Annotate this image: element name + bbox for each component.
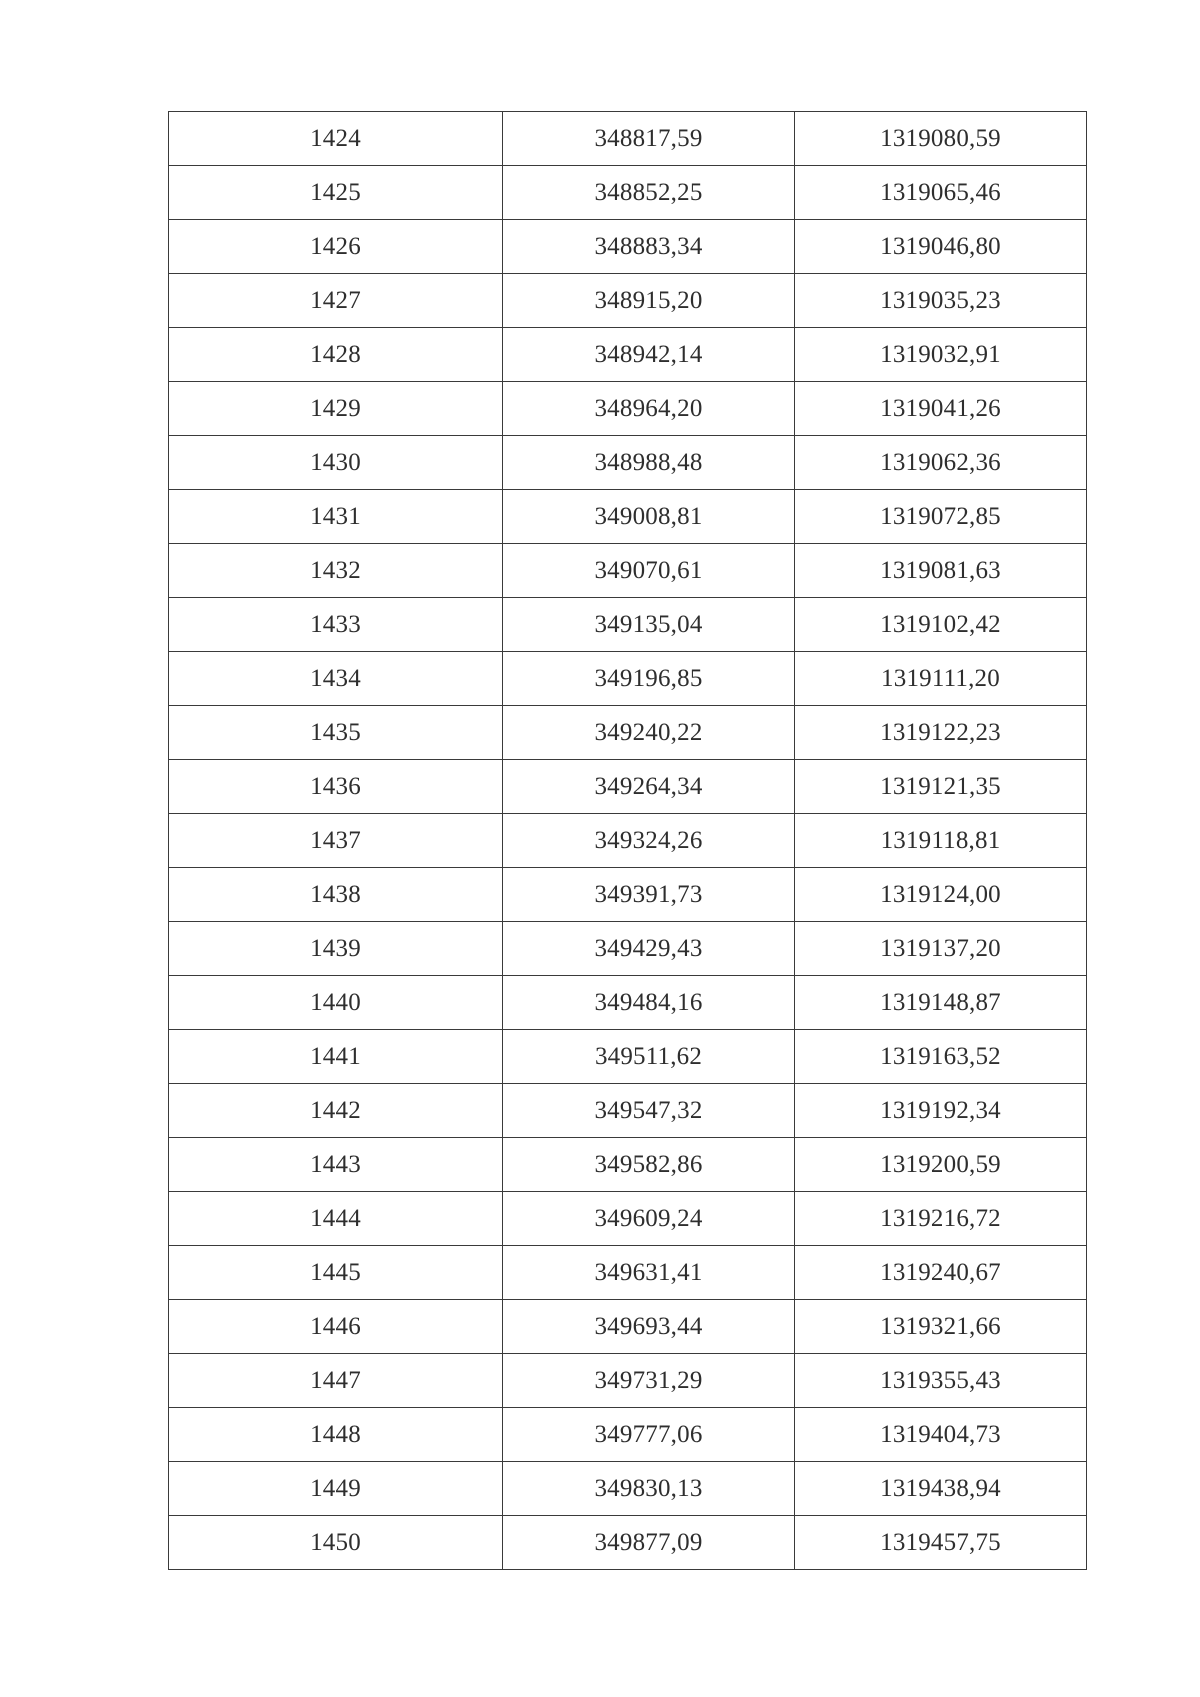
x-coordinate-cell: 349484,16 [503, 976, 795, 1030]
table-row [169, 436, 1087, 490]
table-row [169, 544, 1087, 598]
y-coordinate-cell: 1319122,23 [795, 706, 1087, 760]
x-coordinate-cell: 349264,34 [503, 760, 795, 814]
point-number-cell: 1440 [169, 976, 503, 1030]
coordinates-table [168, 111, 1087, 1570]
x-coordinate-cell: 348988,48 [503, 436, 795, 490]
point-number-cell: 1449 [169, 1462, 503, 1516]
table-row [169, 652, 1087, 706]
table-row [169, 328, 1087, 382]
x-coordinate-cell: 348817,59 [503, 112, 795, 166]
x-coordinate-cell: 349830,13 [503, 1462, 795, 1516]
y-coordinate-cell: 1319321,66 [795, 1300, 1087, 1354]
y-coordinate-cell: 1319062,36 [795, 436, 1087, 490]
point-number-cell: 1446 [169, 1300, 503, 1354]
table-row [169, 598, 1087, 652]
y-coordinate-cell: 1319081,63 [795, 544, 1087, 598]
table-row [169, 274, 1087, 328]
point-number-cell: 1447 [169, 1354, 503, 1408]
table-row [169, 1084, 1087, 1138]
table-row [169, 220, 1087, 274]
point-number-cell: 1425 [169, 166, 503, 220]
y-coordinate-cell: 1319240,67 [795, 1246, 1087, 1300]
table-row [169, 490, 1087, 544]
y-coordinate-cell: 1319102,42 [795, 598, 1087, 652]
x-coordinate-cell: 349135,04 [503, 598, 795, 652]
table-row [169, 382, 1087, 436]
point-number-cell: 1431 [169, 490, 503, 544]
table-row [169, 976, 1087, 1030]
y-coordinate-cell: 1319163,52 [795, 1030, 1087, 1084]
point-number-cell: 1432 [169, 544, 503, 598]
x-coordinate-cell: 349609,24 [503, 1192, 795, 1246]
y-coordinate-cell: 1319124,00 [795, 868, 1087, 922]
x-coordinate-cell: 349070,61 [503, 544, 795, 598]
y-coordinate-cell: 1319200,59 [795, 1138, 1087, 1192]
table-row [169, 166, 1087, 220]
y-coordinate-cell: 1319046,80 [795, 220, 1087, 274]
table-row [169, 1192, 1087, 1246]
x-coordinate-cell: 349547,32 [503, 1084, 795, 1138]
table-row [169, 1354, 1087, 1408]
y-coordinate-cell: 1319065,46 [795, 166, 1087, 220]
y-coordinate-cell: 1319148,87 [795, 976, 1087, 1030]
y-coordinate-cell: 1319457,75 [795, 1516, 1087, 1570]
x-coordinate-cell: 349877,09 [503, 1516, 795, 1570]
table-row [169, 868, 1087, 922]
x-coordinate-cell: 349777,06 [503, 1408, 795, 1462]
point-number-cell: 1433 [169, 598, 503, 652]
table-row [169, 1408, 1087, 1462]
table-row [169, 1300, 1087, 1354]
y-coordinate-cell: 1319035,23 [795, 274, 1087, 328]
y-coordinate-cell: 1319355,43 [795, 1354, 1087, 1408]
point-number-cell: 1443 [169, 1138, 503, 1192]
y-coordinate-cell: 1319404,73 [795, 1408, 1087, 1462]
x-coordinate-cell: 349693,44 [503, 1300, 795, 1354]
x-coordinate-cell: 349511,62 [503, 1030, 795, 1084]
point-number-cell: 1436 [169, 760, 503, 814]
point-number-cell: 1424 [169, 112, 503, 166]
y-coordinate-cell: 1319041,26 [795, 382, 1087, 436]
point-number-cell: 1450 [169, 1516, 503, 1570]
x-coordinate-cell: 349391,73 [503, 868, 795, 922]
table-row [169, 1030, 1087, 1084]
point-number-cell: 1445 [169, 1246, 503, 1300]
y-coordinate-cell: 1319080,59 [795, 112, 1087, 166]
y-coordinate-cell: 1319072,85 [795, 490, 1087, 544]
y-coordinate-cell: 1319121,35 [795, 760, 1087, 814]
y-coordinate-cell: 1319216,72 [795, 1192, 1087, 1246]
coordinates-table-body [169, 112, 1087, 1570]
point-number-cell: 1441 [169, 1030, 503, 1084]
x-coordinate-cell: 348883,34 [503, 220, 795, 274]
point-number-cell: 1435 [169, 706, 503, 760]
y-coordinate-cell: 1319111,20 [795, 652, 1087, 706]
point-number-cell: 1439 [169, 922, 503, 976]
point-number-cell: 1444 [169, 1192, 503, 1246]
y-coordinate-cell: 1319118,81 [795, 814, 1087, 868]
y-coordinate-cell: 1319438,94 [795, 1462, 1087, 1516]
table-row [169, 922, 1087, 976]
table-row [169, 1246, 1087, 1300]
y-coordinate-cell: 1319032,91 [795, 328, 1087, 382]
point-number-cell: 1448 [169, 1408, 503, 1462]
point-number-cell: 1442 [169, 1084, 503, 1138]
x-coordinate-cell: 348964,20 [503, 382, 795, 436]
table-row [169, 1516, 1087, 1570]
x-coordinate-cell: 349196,85 [503, 652, 795, 706]
x-coordinate-cell: 349731,29 [503, 1354, 795, 1408]
x-coordinate-cell: 348915,20 [503, 274, 795, 328]
x-coordinate-cell: 349240,22 [503, 706, 795, 760]
point-number-cell: 1427 [169, 274, 503, 328]
table-row [169, 1462, 1087, 1516]
table-row [169, 706, 1087, 760]
x-coordinate-cell: 349324,26 [503, 814, 795, 868]
x-coordinate-cell: 349631,41 [503, 1246, 795, 1300]
point-number-cell: 1438 [169, 868, 503, 922]
point-number-cell: 1434 [169, 652, 503, 706]
y-coordinate-cell: 1319137,20 [795, 922, 1087, 976]
x-coordinate-cell: 349008,81 [503, 490, 795, 544]
point-number-cell: 1437 [169, 814, 503, 868]
point-number-cell: 1428 [169, 328, 503, 382]
x-coordinate-cell: 349429,43 [503, 922, 795, 976]
point-number-cell: 1426 [169, 220, 503, 274]
table-row [169, 1138, 1087, 1192]
table-row [169, 112, 1087, 166]
table-row [169, 814, 1087, 868]
point-number-cell: 1430 [169, 436, 503, 490]
y-coordinate-cell: 1319192,34 [795, 1084, 1087, 1138]
point-number-cell: 1429 [169, 382, 503, 436]
table-row [169, 760, 1087, 814]
x-coordinate-cell: 348852,25 [503, 166, 795, 220]
x-coordinate-cell: 348942,14 [503, 328, 795, 382]
x-coordinate-cell: 349582,86 [503, 1138, 795, 1192]
